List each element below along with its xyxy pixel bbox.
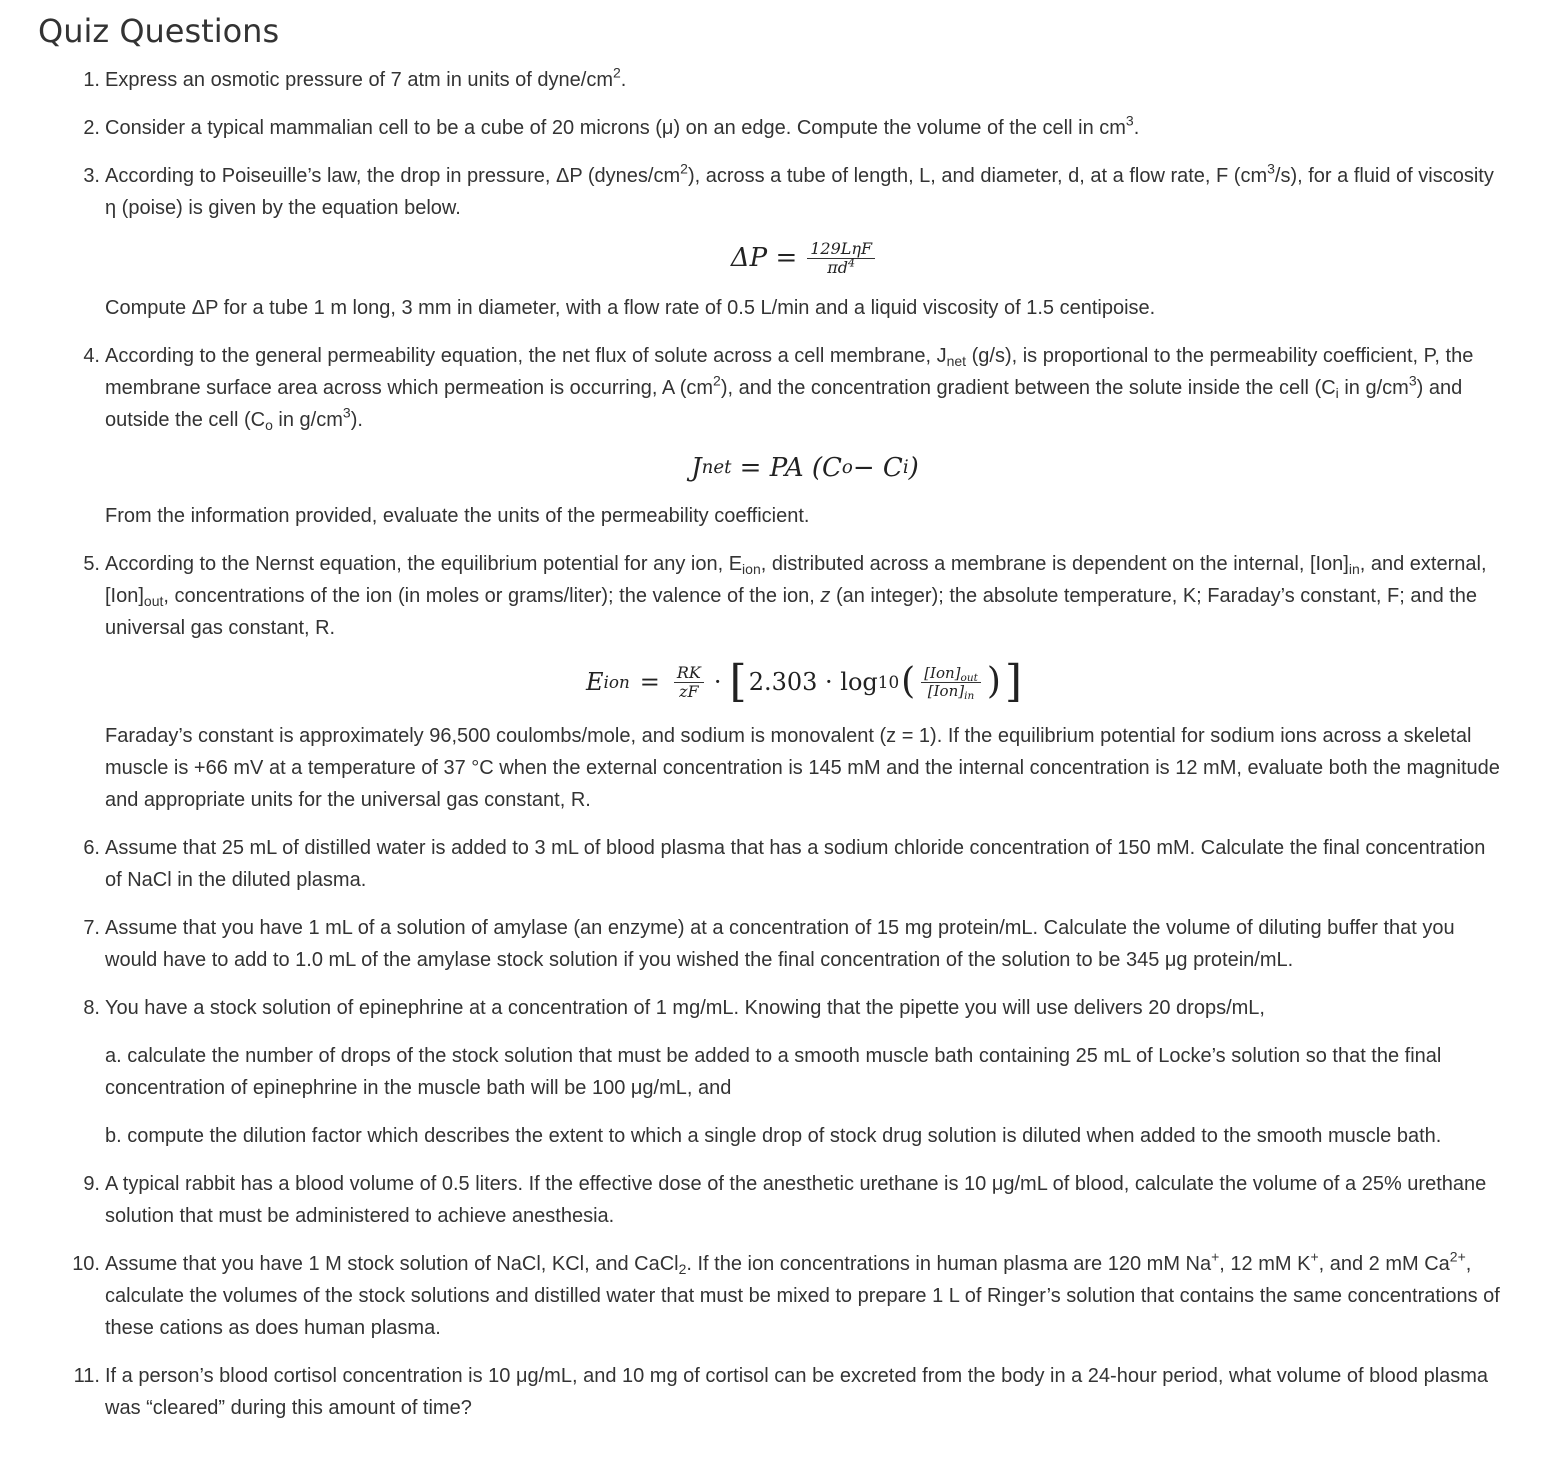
- question-text: Assume that 25 mL of distilled water is added to 3 mL of blood plasma that has a sodium chloride concentration of 150 mM. Calculate the final concentration of NaCl in the diluted plasma.: [105, 837, 1486, 892]
- question-number: 5.: [83, 553, 100, 576]
- question-followup: Faraday’s constant is approximately 96,500 coulombs/mole, and sodium is monovalent (z = 1). If the equilibrium potential for sodium ions across a skeletal muscle is +66 mV at a temperature of 37 °C when the external concentration is 145 mM and the internal concentration is 12 mM, evaluate both the magnitude and appropriate units for the universal gas constant, R.: [105, 725, 1500, 812]
- question-number: 6.: [83, 837, 100, 860]
- question-4: [83, 340, 1505, 532]
- question-5: [83, 548, 1505, 816]
- page-title: Quiz Questions: [38, 12, 280, 50]
- question-text: If a person’s blood cortisol concentration is 10 μg/mL, and 10 mg of cortisol can be excreted from the body in a 24-hour period, what volume of blood plasma was “cleared” during this amount of time?: [105, 1365, 1489, 1420]
- question-3: [83, 160, 1505, 324]
- question-number: 4.: [83, 345, 100, 368]
- question-number: 2.: [83, 117, 100, 139]
- poiseuille-equation: ΔP = $\frac{\text{129LηF}}{\pi d^4}$: [105, 240, 1505, 276]
- question-7: [83, 912, 1505, 976]
- question-8: [83, 992, 1505, 1152]
- question-text: According to the general permeability equation, the net flux of solute across a cell membrane, $J_{net}$ (g/s), is proportional to the permeability coefficient, P, the membrane surface area across which permeation is occurring, A $(cm^2)$, and the concentration gradient between the solute inside the cell ($C_i$ in $g/cm^3$) and outside the cell ($C_o$ in $g/cm^3$).: [105, 345, 1474, 434]
- question-text: According to Poiseuille’s law, the drop in pressure, ΔP $(dynes/cm^2)$, across a tube of length, L, and diameter, d, at a flow rate, F $(cm^3/s)$, for a fluid of viscosity η (poise) is given by the equation below.: [105, 160, 1494, 219]
- question-number: 1.: [83, 69, 100, 91]
- permeability-equation: J net = PA (C o − C i ): [691, 453, 919, 484]
- question-list: [72, 64, 1505, 1440]
- question-part-a: a. calculate the number of drops of the stock solution that must be added to a smooth muscle bath containing 25 mL of Locke’s solution so that the final concentration of epinephrine in the muscle bath will be 100 μg/mL, and: [105, 1045, 1442, 1100]
- question-number: 11.: [73, 1365, 100, 1388]
- question-text: You have a stock solution of epinephrine at a concentration of 1 mg/mL. Knowing that the pipette you will use delivers 20 drops/mL,: [105, 997, 1265, 1020]
- question-number: 10.: [72, 1253, 100, 1276]
- question-2: [83, 112, 1505, 144]
- question-10: [72, 1248, 1505, 1344]
- question-number: 7.: [83, 917, 100, 940]
- question-part-b: b. compute the dilution factor which describes the extent to which a single drop of stock drug solution is diluted when added to the smooth muscle bath.: [105, 1125, 1442, 1148]
- question-text: Consider a typical mammalian cell to be a cube of 20 microns (μ) on an edge. Compute the volume of the cell in $cm^3$.: [105, 112, 1140, 139]
- question-text: Assume that you have 1 mL of a solution of amylase (an enzyme) at a concentration of 15 mg protein/mL. Calculate the volume of diluting buffer that you would have to add to 1.0 mL of the amylase stock solution if you wished the final concentration of the solution to be 345 μg protein/mL.: [105, 917, 1455, 972]
- question-text: A typical rabbit has a blood volume of 0.5 liters. If the effective dose of the anesthetic urethane is 10 μg/mL of blood, calculate the volume of a 25% urethane solution that must be administered to achieve anesthesia.: [105, 1173, 1487, 1228]
- question-number: 3.: [83, 165, 100, 187]
- question-11: [73, 1360, 1505, 1424]
- question-followup: From the information provided, evaluate the units of the permeability coefficient.: [105, 505, 810, 528]
- question-text: Express an osmotic pressure of 7 atm in units of dyne/$cm^2$.: [105, 64, 627, 91]
- question-6: [83, 832, 1505, 896]
- nernst-equation: E ion = $\frac{RK}{zF}$ · [ 2.303 · log 10 ( $\frac{[Ion]_{out}}{[Ion]_{in}}$ ) ]: [585, 656, 1023, 708]
- question-number: 9.: [83, 1173, 100, 1196]
- question-text: According to the Nernst equation, the equilibrium potential for any ion, $E_{ion}$, distributed across a membrane is dependent on the internal, $[Ion]_{in}$, and external, $[Ion]_{out}$, concentrations of the ion (in moles or grams/liter); the valence of the ion, z (an integer); the absolute temperature, K; Faraday’s constant, F; and the universal gas constant, R.: [105, 553, 1487, 640]
- question-9: [83, 1168, 1505, 1232]
- question-text: Assume that you have 1 M stock solution of NaCl, KCl, and CaCl$_2$. If the ion concentrations in human plasma are 120 mM Na+, 12 mM K+, and 2 mM $Ca^{2+}$, calculate the volumes of the stock solutions and distilled water that must be mixed to prepare 1 L of Ringer’s solution that contains the same concentrations of these cations as does human plasma.: [105, 1248, 1500, 1340]
- question-number: 8.: [83, 997, 100, 1020]
- question-followup: Compute ΔP for a tube 1 m long, 3 mm in diameter, with a flow rate of 0.5 L/min and a liquid viscosity of 1.5 centipoise.: [105, 297, 1156, 320]
- question-1: [83, 64, 1505, 96]
